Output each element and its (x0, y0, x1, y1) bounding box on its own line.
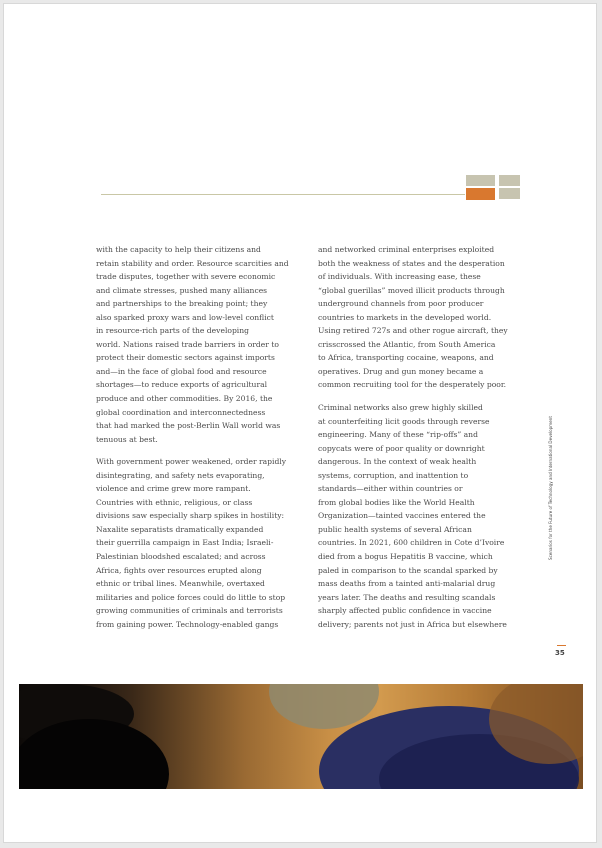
text-line: delivery; parents not just in Africa but elsewhere (318, 619, 507, 629)
header-rule (101, 194, 465, 195)
text-line: standards—either within countries or (318, 484, 463, 494)
text-line: from gaining power. Technology-enabled gangs (96, 619, 279, 629)
text-line: With government power weakened, order rapidly (96, 457, 287, 467)
decor-square (499, 175, 520, 186)
paragraph (318, 401, 518, 631)
text-line: at counterfeiting licit goods through reverse (318, 416, 490, 426)
text-line: Organization—tainted vaccines entered the (318, 511, 486, 521)
text-line: countries to markets in the developed world. (318, 312, 492, 322)
photo-shape (19, 719, 169, 789)
decor-square (466, 175, 495, 186)
decor-square (499, 188, 520, 199)
text-line: died from a bogus Hepatitis B vaccine, which (318, 552, 493, 562)
text-line: ethnic or tribal lines. Meanwhile, overtaxed (96, 579, 265, 589)
text-line: produce and other commodities. By 2016, the (96, 394, 273, 404)
text-line: disintegrating, and safety nets evaporating, (96, 470, 265, 480)
text-line: crisscrossed the Atlantic, from South America (318, 339, 496, 349)
text-line: countries. In 2021, 600 children in Cote d’Ivoire (318, 538, 505, 548)
text-line: world. Nations raised trade barriers in order to (96, 339, 279, 349)
text-line: paled in comparison to the scandal sparked by (318, 565, 498, 575)
text-line: militaries and police forces could do little to stop (96, 592, 286, 602)
text-line: shortages—to reduce exports of agricultural (96, 380, 268, 390)
text-line: of individuals. With increasing ease, these (318, 272, 481, 282)
text-line: tenuous at best. (96, 434, 158, 444)
text-line: that had marked the post-Berlin Wall world was (96, 421, 281, 431)
photo-banner (19, 684, 583, 789)
text-line: in resource-rich parts of the developing (96, 326, 249, 336)
text-line: copycats were of poor quality or downright (318, 443, 485, 453)
text-line: Naxalite separatists dramatically expanded (96, 524, 264, 534)
text-line: common recruiting tool for the desperately poor. (318, 380, 507, 390)
text-line: trade disputes, together with severe economic (96, 272, 276, 282)
text-line: growing communities of criminals and terrorists (96, 606, 283, 616)
text-line: dangerous. In the context of weak health (318, 457, 477, 467)
text-line: sharply affected public confidence in vaccine (318, 606, 492, 616)
running-title: Scenarios for the Future of Technology and International Development (548, 416, 553, 560)
text-line: Palestinian bloodshed escalated; and across (96, 552, 266, 562)
text-line: also sparked proxy wars and low-level conflict (96, 312, 274, 322)
text-line: divisions saw especially sharp spikes in hostility: (96, 511, 285, 521)
text-line: engineering. Many of these “rip-offs” and (318, 430, 478, 440)
text-line: global coordination and interconnectedness (96, 407, 266, 417)
text-line: with the capacity to help their citizens and (96, 245, 261, 254)
text-line: Criminal networks also grew highly skilled (318, 403, 483, 413)
text-line: both the weakness of states and the desperation (318, 258, 505, 268)
text-line: and networked criminal enterprises exploited (318, 245, 495, 254)
text-line: Using retired 727s and other rogue aircraft, they (318, 326, 508, 336)
text-line: violence and crime grew more rampant. (96, 484, 251, 494)
text-line: protect their domestic sectors against imports (96, 353, 275, 363)
decor-square-accent (466, 188, 495, 200)
text-line: years later. The deaths and resulting scandals (318, 592, 496, 602)
text-line: from global bodies like the World Health (318, 497, 475, 507)
text-line: “global guerillas” moved illicit products through (318, 285, 505, 295)
text-line: public health systems of several African (318, 524, 472, 534)
text-line: mass deaths from a tainted anti-malarial drug (318, 579, 496, 589)
text-line: operatives. Drug and gun money became a (318, 366, 484, 376)
left-column (96, 243, 296, 640)
text-line: their guerrilla campaign in East India; Israeli- (96, 538, 274, 548)
text-line: retain stability and order. Resource scarcities and (96, 258, 289, 268)
text-line: and climate stresses, pushed many alliances (96, 285, 268, 295)
text-line: systems, corruption, and inattention to (318, 470, 469, 480)
page-number-tick (557, 645, 566, 646)
text-line: Africa, fights over resources erupted along (96, 565, 262, 575)
text-line: and—in the face of global food and resource (96, 366, 267, 376)
text-line: Countries with ethnic, religious, or class (96, 497, 253, 507)
page-number: 35 (555, 649, 565, 657)
text-line: and partnerships to the breaking point; they (96, 299, 268, 309)
paragraph (318, 243, 518, 392)
text-line: to Africa, transporting cocaine, weapons, and (318, 353, 494, 363)
paragraph (96, 243, 296, 446)
text-line: underground channels from poor producer (318, 299, 484, 309)
right-column (318, 243, 518, 640)
paragraph (96, 455, 296, 631)
